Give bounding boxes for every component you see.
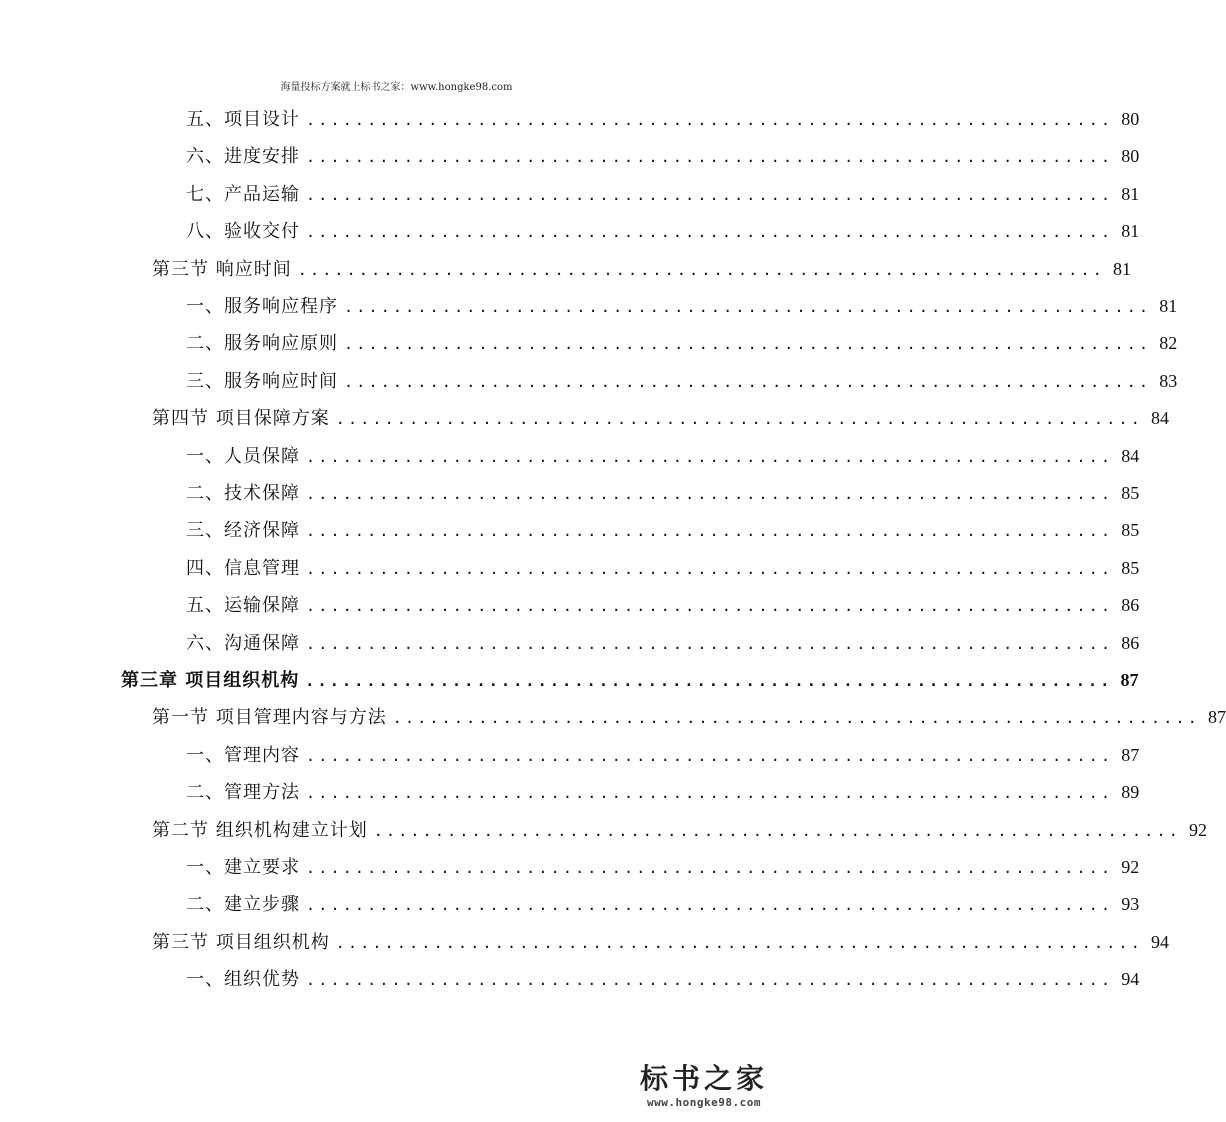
toc-entry-label: 二、管理方法 <box>186 782 300 804</box>
toc-page-number: 83 <box>1159 370 1178 391</box>
toc-entry-label: 第一节 项目管理内容与方法 <box>152 707 387 729</box>
toc-leader-dots: .................................................................. <box>306 559 1114 578</box>
toc-page-number: 85 <box>1121 520 1140 541</box>
toc-page-number: 87 <box>1207 707 1226 728</box>
toc-entry-item[interactable] <box>0 886 1140 923</box>
toc-leader-dots: .................................................................. <box>306 223 1114 242</box>
toc-leader-dots: .................................................................. <box>344 298 1152 316</box>
toc-leader-dots: .................................................................. <box>306 746 1114 765</box>
toc-entry-label: 六、沟通保障 <box>186 632 300 654</box>
toc-entry-label: 八、验收交付 <box>186 221 300 243</box>
toc-entry-item[interactable] <box>0 512 1140 549</box>
toc-entry-label: 一、服务响应程序 <box>186 296 338 317</box>
toc-page-number: 92 <box>1121 857 1140 877</box>
toc-entry-label: 七、产品运输 <box>186 183 300 205</box>
toc-leader-dots: .................................................................. <box>373 821 1181 840</box>
toc-leader-dots: .................................................................. <box>306 185 1114 204</box>
toc-leader-dots: .................................................................. <box>306 485 1114 503</box>
logo-url: www.hongke98.com <box>647 1096 761 1109</box>
toc-leader-dots: .................................................................. <box>335 410 1143 429</box>
toc-leader-dots: .................................................................. <box>335 933 1143 952</box>
toc-entry-label: 第三节 响应时间 <box>152 258 292 280</box>
toc-leader-dots: .................................................................. <box>306 597 1114 616</box>
toc-page-number: 81 <box>1121 221 1140 242</box>
toc-leader-dots: .................................................................. <box>392 709 1200 728</box>
toc-leader-dots: .................................................................. <box>306 634 1114 653</box>
toc-page-number: 94 <box>1121 969 1140 990</box>
toc-leader-dots: .................................................................. <box>306 859 1114 877</box>
toc-page-number: 81 <box>1112 258 1131 279</box>
toc-entry-label: 一、建立要求 <box>186 857 300 878</box>
toc-entry-label: 二、服务响应原则 <box>186 333 338 355</box>
toc-entry-item[interactable] <box>0 475 1140 512</box>
toc-entry-label: 一、组织优势 <box>186 969 300 991</box>
toc-entry-label: 第二节 组织机构建立计划 <box>152 819 368 841</box>
toc-entry-label: 三、服务响应时间 <box>186 370 338 392</box>
toc-entry-label: 三、经济保障 <box>186 520 300 542</box>
toc-page-number: 81 <box>1159 296 1178 316</box>
toc-leader-dots: .................................................................. <box>305 672 1113 690</box>
toc-entry-label: 第三节 项目组织机构 <box>152 931 330 953</box>
toc-entry-label: 一、人员保障 <box>186 445 300 467</box>
toc-entry-item[interactable] <box>0 849 1140 886</box>
toc-leader-dots: .................................................................. <box>306 896 1114 915</box>
toc-page-number: 80 <box>1121 146 1140 167</box>
toc-page-number: 81 <box>1121 183 1140 204</box>
toc-entry-label: 二、技术保障 <box>186 483 300 504</box>
toc-entry-section[interactable] <box>0 812 1207 849</box>
toc-entry-item[interactable] <box>0 625 1140 662</box>
toc-entry-section[interactable] <box>0 400 1169 437</box>
toc-page-number: 82 <box>1159 333 1178 354</box>
toc-entry-item[interactable] <box>0 961 1140 998</box>
toc-entry-item[interactable] <box>0 438 1140 475</box>
toc-leader-dots: .................................................................. <box>306 784 1114 803</box>
toc-entry-chapter[interactable] <box>0 662 1139 699</box>
toc-entry-label: 四、信息管理 <box>186 557 300 579</box>
toc-entry-label: 五、运输保障 <box>186 595 300 617</box>
toc-page-number: 93 <box>1121 894 1140 915</box>
toc-entry-item[interactable] <box>0 325 1178 362</box>
toc-entry-item[interactable] <box>0 101 1140 138</box>
toc-page-number: 94 <box>1150 931 1169 952</box>
toc-entry-label: 第四节 项目保障方案 <box>152 408 330 430</box>
toc-leader-dots: .................................................................. <box>297 260 1105 279</box>
brand-logo <box>629 1062 779 1109</box>
toc-entry-item[interactable] <box>0 587 1140 624</box>
toc-leader-dots: .................................................................. <box>306 111 1114 129</box>
toc-page-number: 84 <box>1121 445 1140 466</box>
page-header: 海量投标方案就上标书之家：www.hongke98.com <box>280 82 513 93</box>
toc-entry-section[interactable] <box>0 924 1169 961</box>
toc-entry-section[interactable] <box>0 699 1226 736</box>
toc-page-number: 89 <box>1121 782 1140 803</box>
toc-leader-dots: .................................................................. <box>306 148 1114 167</box>
toc-leader-dots: .................................................................. <box>306 522 1114 541</box>
toc-leader-dots: .................................................................. <box>344 372 1152 391</box>
toc-page-number: 86 <box>1121 632 1140 653</box>
toc-entry-label: 第三章 项目组织机构 <box>121 670 300 691</box>
logo-title: 标书之家 <box>639 1062 768 1095</box>
toc-leader-dots: .................................................................. <box>306 447 1114 466</box>
toc-entry-item[interactable] <box>0 363 1178 400</box>
toc-entry-item[interactable] <box>0 550 1140 587</box>
toc-entry-item[interactable] <box>0 213 1140 250</box>
toc-entry-label: 六、进度安排 <box>186 146 300 168</box>
toc-leader-dots: .................................................................. <box>344 335 1152 354</box>
toc-entry-label: 一、管理内容 <box>186 744 300 766</box>
toc-entry-label: 五、项目设计 <box>186 109 300 130</box>
toc-entry-item[interactable] <box>0 774 1140 811</box>
toc-page-number: 86 <box>1121 595 1140 616</box>
toc-entry-item[interactable] <box>0 737 1140 774</box>
toc-page-number: 85 <box>1121 557 1140 578</box>
toc-page-number: 87 <box>1120 670 1139 690</box>
toc-page-number: 92 <box>1188 819 1207 840</box>
toc-page-number: 84 <box>1150 408 1169 429</box>
toc-entry-label: 二、建立步骤 <box>186 894 300 916</box>
toc-page-number: 85 <box>1121 483 1140 503</box>
toc-entry-item[interactable] <box>0 138 1140 175</box>
toc-leader-dots: .................................................................. <box>306 971 1114 990</box>
toc-page-number: 87 <box>1121 744 1140 765</box>
toc-page-number: 80 <box>1121 109 1140 129</box>
toc-entry-item[interactable] <box>0 176 1140 213</box>
toc-entry-section[interactable] <box>0 251 1131 288</box>
toc-entry-item[interactable] <box>0 288 1178 325</box>
